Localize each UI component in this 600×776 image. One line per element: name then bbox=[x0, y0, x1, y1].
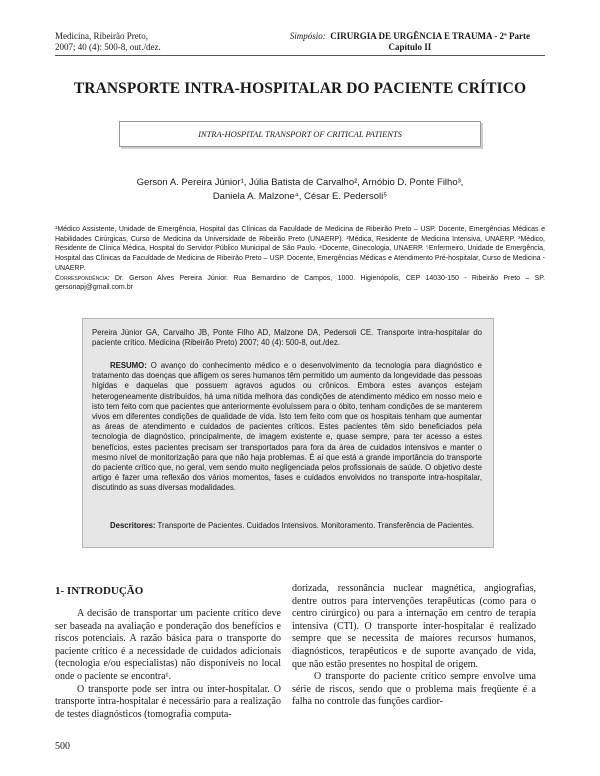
keywords bbox=[92, 521, 482, 531]
citation: Pereira Júnior GA, Carvalho JB, Ponte Filho AD, Malzone DA, Pedersoli CE. Transporte intra-hospitalar do paciente crítico. Medicina (Ribeirão Preto) 2007; 40 (4): 500-8, out./dez. bbox=[92, 328, 482, 347]
abstract-text: O avanço do conhecimento médico e o desenvolvimento da tecnologia para diagnóstico e tratamento das doenças que afligem os seres humanos têm permitido um aumento da longevidade das pessoas hígidas e daquelas que possuem agravos agudos ou crônicos. Embora estes avanços estejam heterogeneamente distribuídos, há uma nítida melhora das condições de atendimento médico em nosso meio e isto tem feito com que pacientes que anteriormente evoluíssem para o óbito, tenham condições de se manterem vivos em diferentes condições de qualidade de vida. Isto tem feito com que os hospitais tenham que aumentar as áreas de atendimento e cuidados de pacientes críticos. Estes pacientes têm sido beneficiados pela tecnologia de diagnóstico, principalmente, de imagem existente e, quase sempre, para ter acesso a estes benefícios, estes pacientes precisam ser transportados para fora da área de cuidados intensivos e manter o mesmo nível de monitorização para que não haja problemas. É aí que está a grande importância do transporte do paciente crítico que, no geral, vem sendo muito negligenciada pelos profissionais de saúde. O objetivo deste artigo é fazer uma reflexão dos vários momentos, fases e cuidados envolvidos no transporte intra-hospitalar, discutindo as suas diversas modalidades. bbox=[92, 361, 483, 493]
paragraph: dorizada, ressonância nuclear magnética, angiografias, dentre outros para intervenções terapêuticas (como para o centro cirúrgico) ou para a internação em centro de terapia intensiva (CTI). O transporte inter-hospitalar é realizado sempre que se necessita de maiores recursos humanos, diagnósticos, terapêuticos e de suporte avançado de vida, que não estão presentes no hospital de origem. bbox=[292, 583, 536, 670]
symposium-label: Simpósio: bbox=[289, 31, 326, 41]
english-title: INTRA-HOSPITAL TRANSPORT OF CRITICAL PATIENTS bbox=[198, 129, 402, 139]
author-list bbox=[90, 176, 510, 203]
body-column-left bbox=[55, 608, 281, 721]
keywords-text: Transporte de Pacientes. Cuidados Intensivos. Monitoramento. Transferência de Pacientes. bbox=[157, 521, 475, 530]
journal-line-2: 2007; 40 (4): 500-8, out./dez. bbox=[55, 42, 161, 52]
symposium-header bbox=[290, 31, 530, 53]
article-title: TRANSPORTE INTRA-HOSPITALAR DO PACIENTE CRÍTICO bbox=[73, 80, 527, 97]
page-number: 500 bbox=[55, 741, 70, 752]
symposium-title: CIRURGIA DE URGÊNCIA E TRAUMA - 2ª Parte bbox=[330, 31, 530, 41]
journal-line-1: Medicina, Ribeirão Preto, bbox=[55, 31, 148, 41]
correspondence-text: Dr. Gerson Alves Pereira Júnior. Rua Bernardino de Campos, 1000. Higienópolis, CEP 14030-150 - Ribeirão Preto – SP. gersonapj@gmail.com.br bbox=[55, 274, 545, 292]
correspondence-label: Correspondência: bbox=[55, 274, 110, 282]
header-divider bbox=[55, 55, 545, 56]
affiliations bbox=[55, 225, 545, 293]
section-heading: 1- INTRODUÇÃO bbox=[55, 585, 144, 597]
authors-line-1: Gerson A. Pereira Júnior¹, Júlia Batista de Carvalho², Arnóbio D. Ponte Filho³, bbox=[136, 177, 464, 188]
authors-line-2: Daniela A. Malzone⁴, César E. Pedersoli⁵ bbox=[212, 190, 388, 202]
body-column-right bbox=[292, 583, 536, 709]
chapter-label: Capítulo II bbox=[388, 42, 432, 52]
paragraph: O transporte pode ser intra ou inter-hospitalar. O transporte intra-hospitalar é necessário para a realização de testes diagnósticos (tomografia computa- bbox=[55, 683, 281, 720]
english-title-box bbox=[119, 121, 481, 147]
paragraph: O transporte do paciente crítico sempre envolve uma série de riscos, sendo que o problema mais freqüente é a falha no controle das funções cardior- bbox=[292, 671, 536, 708]
abstract-label: RESUMO: bbox=[110, 361, 147, 370]
affiliations-text: ¹Médico Assistente, Unidade de Emergência, Hospital das Clínicas da Faculdade de Medicina de Ribeirão Preto – USP. Docente, Emergências Médicas e Habilidades Cirúrgicas, Curso de Medicina da Universidade de Ribeirão Preto (UNAERP). ²Médica, Residente de Medicina Intensiva, UNAERP. ³Médico, Residente de Clínica Médica, Hospital do Servidor Público Municipal de São Paulo. ⁴Docente, Ginecologia, UNAERP. ⁵Enfermeiro, Unidade de Emergência, Hospital das Clínicas da Faculdade de Medicina de Ribeirão Preto – USP. Docente, Emergências Médicas e Atendimento Pré-hospitalar, Curso de Medicina - UNAERP. bbox=[55, 226, 545, 272]
abstract bbox=[92, 361, 482, 494]
paragraph: A decisão de transportar um paciente crítico deve ser baseada na avaliação e ponderação dos benefícios e riscos potenciais. A razão básica para o transporte do paciente crítico é a necessidade de cuidados adicionais (tecnologia e/ou especialistas) não disponíveis no local onde o paciente se encontra¹. bbox=[55, 608, 281, 682]
keywords-label: Descritores: bbox=[110, 521, 156, 530]
journal-citation-header bbox=[55, 31, 161, 53]
